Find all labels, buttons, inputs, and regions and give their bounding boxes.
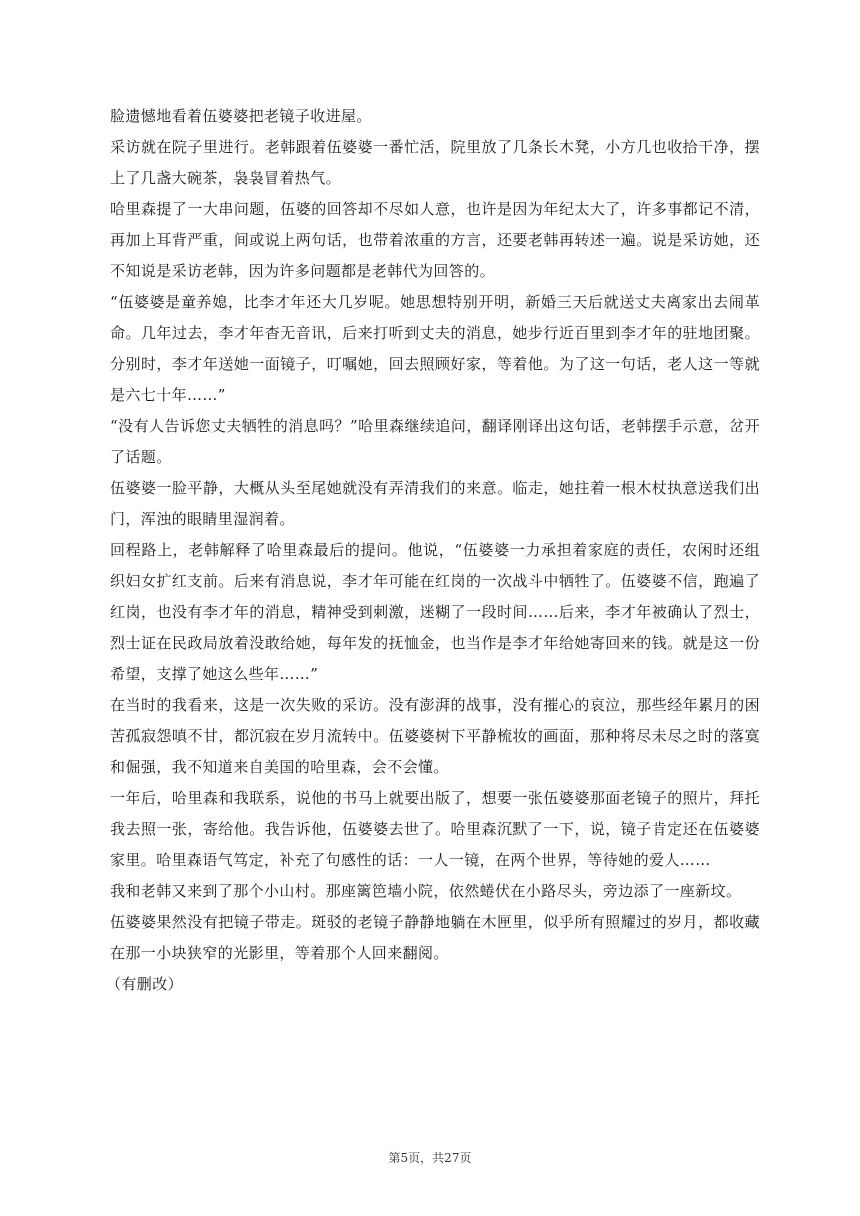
paragraph: 回程路上，老韩解释了哈里森最后的提问。他说，“伍婆婆一力承担着家庭的责任，农闲时还组织妇女扩红支前。后来有消息说，李才年可能在红岗的一次战斗中牺牲了。伍婆婆不信，跑遍了红岗，也没有李才年的消息，精神受到刺激，迷糊了一段时间……后来，李才年被确认了烈士，烈士证在民政局放着没敢给她，每年发的抚恤金，也当作是李才年给她寄回来的钱。就是这一份希望，支撑了她这么些年……” xyxy=(110,541,760,683)
paragraph: “没有人告诉您丈夫牺牲的消息吗？”哈里森继续追问，翻译刚译出这句话，老韩摆手示意，岔开了话题。 xyxy=(110,417,760,466)
paragraph: 伍婆婆果然没有把镜子带走。斑驳的老镜子静静地躺在木匣里，似乎所有照耀过的岁月，都收藏在那一小块狭窄的光影里，等着那个人回来翻阅。 xyxy=(110,913,760,962)
paragraph: 脸遗憾地看着伍婆婆把老镜子收进屋。 xyxy=(110,107,372,125)
page-number-footer: 第5页，共27页 xyxy=(388,1151,472,1165)
paragraph: 伍婆婆一脸平静，大概从头至尾她就没有弄清我们的来意。临走，她拄着一根木杖执意送我们出门，浑浊的眼睛里湿润着。 xyxy=(110,479,760,528)
paragraph: 哈里森提了一大串问题，伍婆的回答却不尽如人意，也许是因为年纪太大了，许多事都记不清，再加上耳背严重，间或说上两句话，也带着浓重的方言，还要老韩再转述一遍。说是采访她，还不知说是采访老韩，因为许多问题都是老韩代为回答的。 xyxy=(110,200,760,280)
paragraph: “伍婆婆是童养媳，比李才年还大几岁呢。她思想特别开明，新婚三天后就送丈夫离家出去闹革命。几年过去，李才年杳无音讯，后来打听到丈夫的消息，她步行近百里到李才年的驻地团聚。分别时，李才年送她一面镜子，叮嘱她，回去照顾好家，等着他。为了这一句话，老人这一等就是六七十年……” xyxy=(110,293,760,404)
paragraph: 在当时的我看来，这是一次失败的采访。没有澎湃的战事，没有摧心的哀泣，那些经年累月的困苦孤寂怨嗔不甘，都沉寂在岁月流转中。伍婆婆树下平静梳妆的画面，那种将尽未尽之时的落寞和倔强，我不知道来自美国的哈里森，会不会懂。 xyxy=(110,696,760,776)
paragraph: 采访就在院子里进行。老韩跟着伍婆婆一番忙活，院里放了几条长木凳，小方几也收拾干净，摆上了几盏大碗茶，袅袅冒着热气。 xyxy=(110,138,760,187)
article-body xyxy=(106,101,760,1000)
paragraph: 一年后，哈里森和我联系，说他的书马上就要出版了，想要一张伍婆婆那面老镜子的照片，拜托我去照一张，寄给他。我告诉他，伍婆婆去世了。哈里森沉默了一下，说，镜子肯定还在伍婆婆家里。哈里森语气笃定，补充了句感性的话：一人一镜，在两个世界，等待她的爱人…… xyxy=(110,789,760,869)
paragraph: 我和老韩又来到了那个小山村。那座篱笆墙小院，依然蜷伏在小路尽头，旁边添了一座新坟。 xyxy=(110,882,742,900)
edit-note: （有删改） xyxy=(106,975,184,993)
